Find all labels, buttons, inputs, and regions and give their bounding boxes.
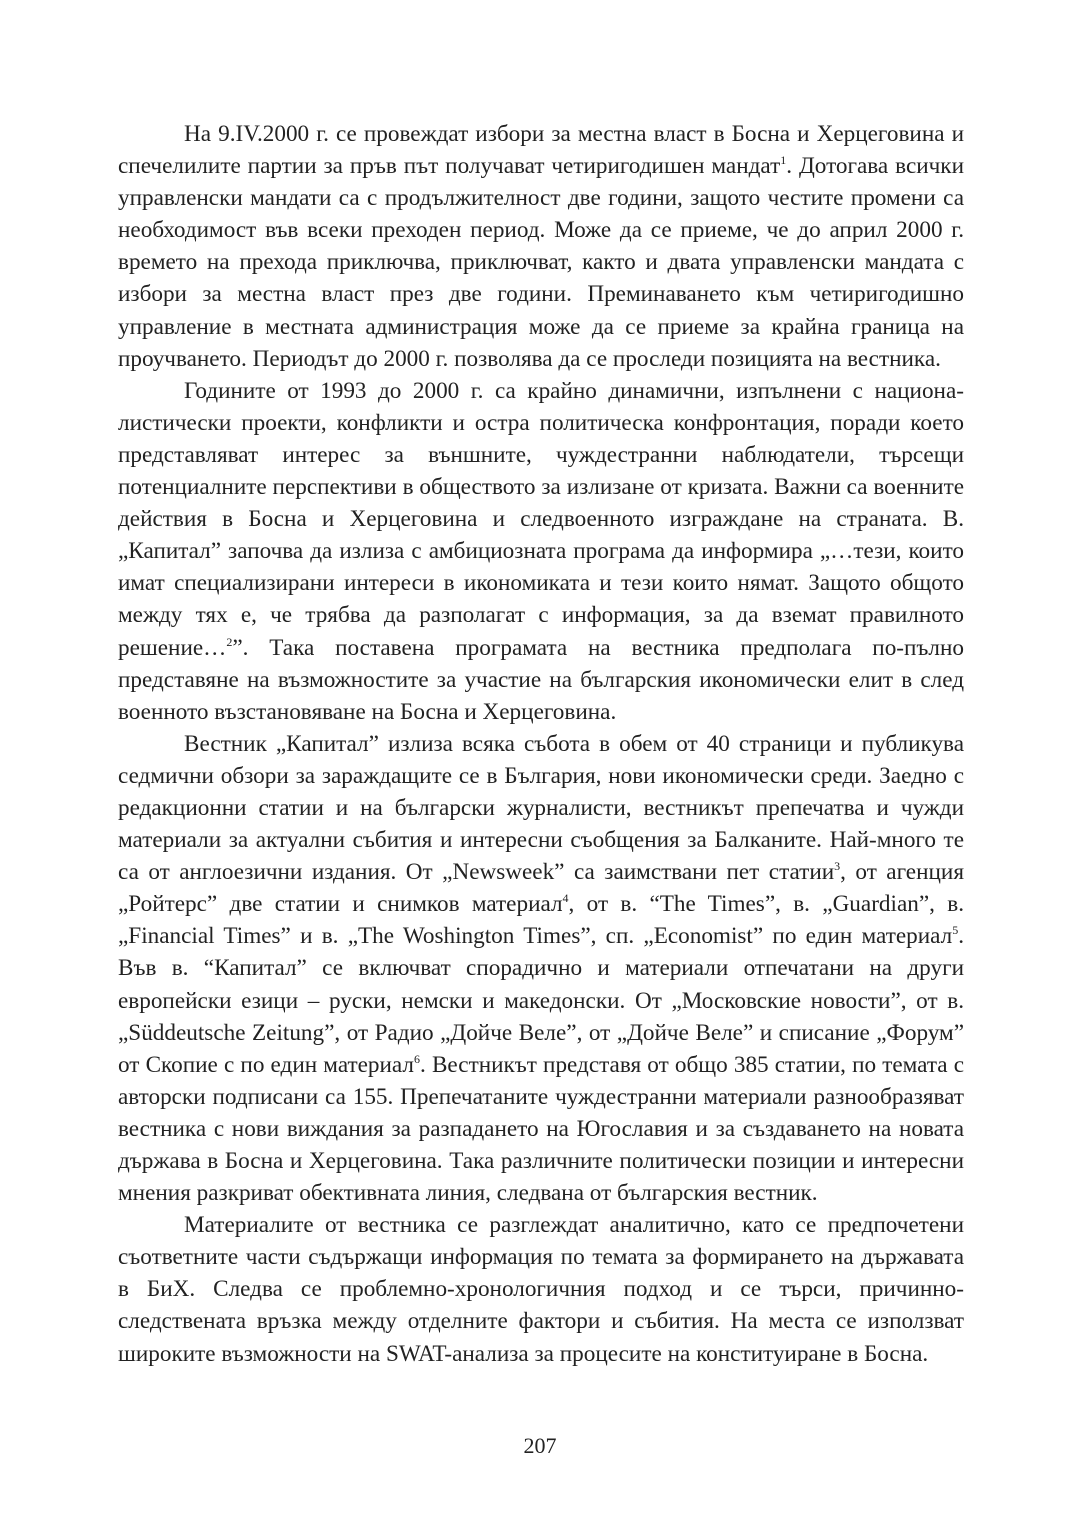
paragraph-text: . Дотогава всички управленски мандати са с продължителност две години, защото честите промени са необходимост във всеки преходен период. Може да се приеме, че до април 2000 г. времето на прехода приключва, приключват, както и двата управленски мандата с избори за местна власт през две години. Преминаването към четиригодишно управление в местната администрация може да се приеме за крайна граница на проучването. Периодът до 2000 г. позволява да се проследи позицията на вестника.	[118, 153, 964, 372]
paragraph-3	[118, 728, 964, 1209]
footnote-ref-5: 5	[952, 923, 959, 938]
paragraph-text: Материалите от вестника се разглеждат аналитично, като се предпочетени съответните части съдържащи информация по темата за формирането на държавата в БиХ. Следва се проблемно-хронологичния подход и се търси, причинно-следствената връзка между отделните фактори и събития. На места се използват широките възможности на SWAT-анализа за процесите на конституиране в Босна.	[118, 1212, 964, 1367]
footnote-ref-1: 1	[780, 153, 787, 168]
paragraph-text: Вестник „Капитал” излиза всяка събота в обем от 40 страници и публикува седмични обзори за зараждащите се в България, нови икономически среди. Заедно с редакционни статии и на български журналисти, вестникът препечатва и чужди материали за актуални събития и интересни съобщения за Балканите. Най-много те са от англоезични издания. От „Newsweek” са заимствани пет статии	[118, 730, 964, 886]
paragraph-text: . Във в. “Капитал” се включват спорадично и материали отпечатани на други европейски езици – руски, немски и македонски. От „Московские новости”, от в. „Süddeutsche Zeitung”, от Радио „Дойче Веле”, от „Дойче Веле” и списание „Форум” от Скопие с по един материал	[118, 923, 964, 1078]
paragraph-2	[118, 375, 964, 728]
paragraph-text: . Вестникът представя от общо 385 статии, по темата с авторски подписани са 155. Препечатаните чуждестранни материали разнообразяват вестника с нови виждания за разпадането на Югославия и за създаването на новата държава в Босна и Херцеговина. Така различните политически позиции и интересни мнения разкриват обективната линия, следвана от българския вестник.	[118, 1051, 964, 1207]
paragraph-text: , от в. “The Times”, в. „Guardian”, в. „Financial Times” и в. „The Woshington Times”, сп. „Economist” по един материал	[118, 891, 964, 950]
footnote-ref-2: 2	[226, 634, 233, 649]
paragraph-text: Годините от 1993 до 2000 г. са крайно динамични, изпълнени с националистически проекти, конфликти и остра политическа конфронтация, поради което представляват интерес за външните, чуждестранни наблюдатели, търсещи потенциалните перспективи в обществото за излизане от кризата. Важни са военните действия в Босна и Херцеговина и следвоенното изграждане на страната. В. „Капитал” започва да излиза с амбициозната програма да информира „…тези, които имат специализирани интереси в икономиката и тези които нямат. Защото общото между тях е, че трябва да разполагат с информация, за да вземат правилното решение…	[118, 377, 964, 661]
footnote-ref-6: 6	[414, 1051, 420, 1066]
document-body	[118, 118, 964, 1370]
paragraph-text: ”. Така поставена програмата на вестника предполага по-пълно представяне на възможностите за участие на българския икономически елит в след военното възстановяване на Босна и Херцеговина.	[118, 634, 964, 725]
paragraph-text: , от агенция „Ройтерс” две статии и снимков материал	[118, 859, 964, 918]
footnote-ref-4: 4	[562, 891, 569, 906]
paragraph-4	[118, 1209, 964, 1369]
page-number: 207	[523, 1433, 557, 1458]
paragraph-text: На 9.IV.2000 г. се провеждат избори за местна власт в Босна и Херцеговина и спечелилите партии за пръв път получават четиригодишен мандат	[118, 121, 964, 180]
paragraph-1	[118, 118, 964, 375]
footnote-ref-3: 3	[834, 859, 841, 874]
